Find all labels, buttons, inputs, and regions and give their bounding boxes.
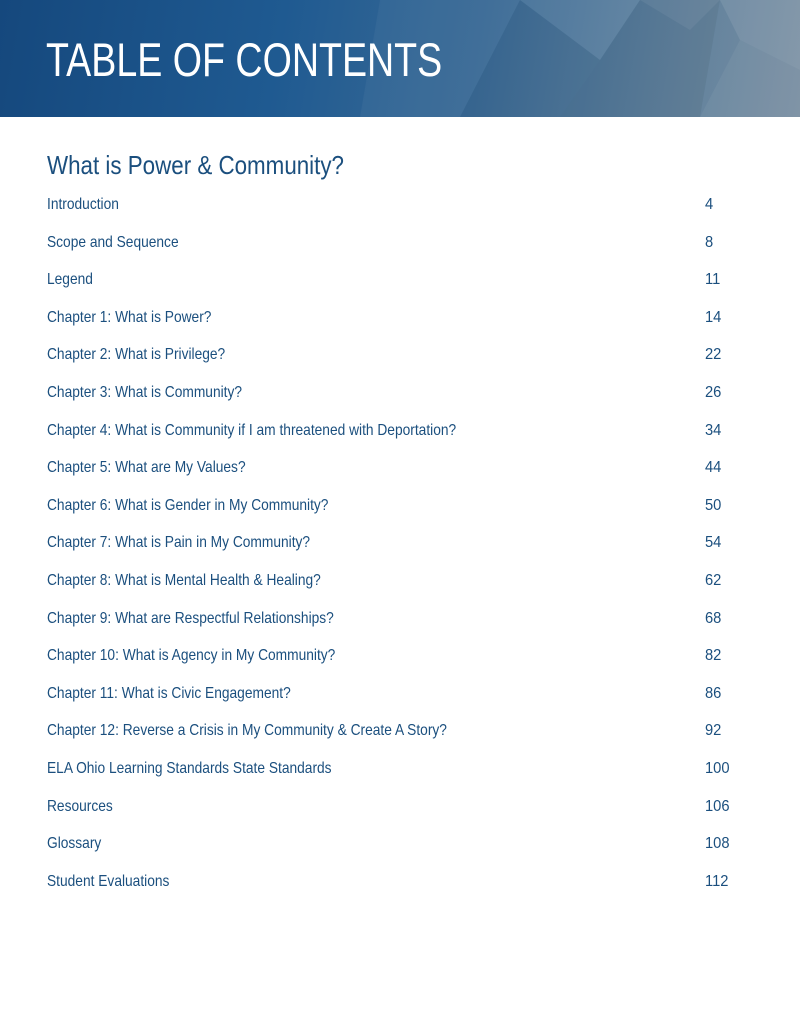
toc-entry — [47, 299, 737, 337]
toc-entry — [47, 600, 737, 638]
toc-entry — [47, 562, 737, 600]
toc-entry-title: Chapter 1: What is Power? — [47, 308, 212, 326]
toc-entry — [47, 524, 737, 562]
header-banner — [0, 0, 800, 117]
toc-entry-page: 86 — [705, 684, 722, 702]
toc-entry-title: Chapter 7: What is Pain in My Community? — [47, 534, 311, 552]
toc-entry-page: 8 — [705, 233, 714, 251]
toc-entry-page: 26 — [705, 383, 722, 401]
toc-entry — [47, 863, 737, 901]
toc-entry-title: Legend — [47, 271, 93, 289]
toc-entry-title: Chapter 4: What is Community if I am threatened with Deportation? — [47, 421, 457, 439]
toc-entry-title: Chapter 3: What is Community? — [47, 383, 243, 401]
toc-entry-title: Chapter 9: What are Respectful Relationships? — [47, 609, 334, 627]
toc-entry-title: Resources — [47, 797, 113, 815]
toc-entry-title: Chapter 10: What is Agency in My Community? — [47, 647, 336, 665]
toc-entry-title: ELA Ohio Learning Standards State Standards — [47, 759, 332, 777]
toc-entry-title: Chapter 2: What is Privilege? — [47, 346, 226, 364]
toc-entry-page: 44 — [705, 459, 722, 477]
toc-entry-page: 11 — [705, 271, 721, 289]
toc-entry-page: 54 — [705, 534, 722, 552]
toc-entry-page: 112 — [705, 872, 729, 890]
toc-entry-page: 68 — [705, 609, 722, 627]
table-of-contents — [47, 186, 737, 900]
toc-entry-page: 22 — [705, 346, 722, 364]
toc-entry-title: Chapter 8: What is Mental Health & Healing? — [47, 571, 321, 589]
toc-entry-title: Chapter 6: What is Gender in My Community? — [47, 496, 329, 514]
toc-entry — [47, 712, 737, 750]
toc-entry — [47, 449, 737, 487]
section-heading: What is Power & Community? — [47, 150, 344, 180]
toc-entry-title: Chapter 11: What is Civic Engagement? — [47, 684, 291, 702]
toc-entry — [47, 487, 737, 525]
page-title: TABLE OF CONTENTS — [46, 33, 443, 86]
toc-entry-title: Student Evaluations — [47, 872, 170, 890]
toc-entry — [47, 825, 737, 863]
toc-entry — [47, 374, 737, 412]
toc-entry-title: Chapter 12: Reverse a Crisis in My Community & Create A Story? — [47, 722, 447, 740]
toc-entry-page: 82 — [705, 647, 722, 665]
toc-entry — [47, 336, 737, 374]
toc-entry-page: 4 — [705, 196, 714, 213]
toc-entry-title: Introduction — [47, 196, 119, 213]
toc-entry-title: Chapter 5: What are My Values? — [47, 459, 246, 477]
toc-entry-page: 50 — [705, 496, 722, 514]
toc-entry-page: 108 — [705, 835, 730, 853]
toc-entry — [47, 750, 737, 788]
toc-entry-page: 106 — [705, 797, 730, 815]
toc-entry — [47, 788, 737, 826]
toc-entry — [47, 675, 737, 713]
toc-entry-page: 92 — [705, 722, 722, 740]
toc-entry-title: Scope and Sequence — [47, 233, 179, 251]
toc-entry-page: 34 — [705, 421, 722, 439]
toc-entry — [47, 186, 737, 224]
toc-entry-page: 100 — [705, 759, 730, 777]
toc-entry — [47, 224, 737, 262]
toc-entry — [47, 637, 737, 675]
toc-entry — [47, 412, 737, 450]
toc-entry-page: 62 — [705, 571, 722, 589]
toc-entry — [47, 261, 737, 299]
toc-entry-title: Glossary — [47, 835, 102, 853]
toc-entry-page: 14 — [705, 308, 722, 326]
